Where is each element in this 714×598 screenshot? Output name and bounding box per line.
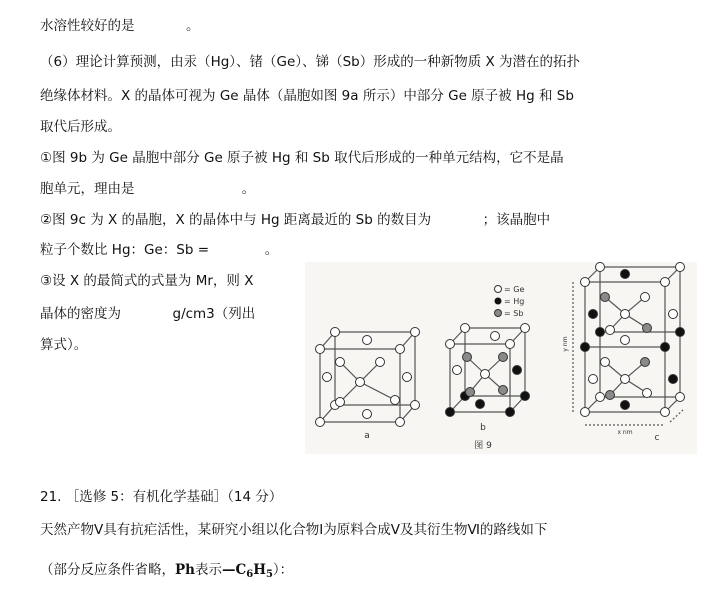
legend-ge: = Ge [504, 285, 525, 294]
question-21-intro: 天然产物Ⅴ具有抗疟活性，某研究小组以化合物Ⅰ为原料合成Ⅴ及其衍生物Ⅵ的路线如下 [40, 522, 548, 538]
formula-sub5: 5 [265, 569, 273, 580]
text-line-6: 胞单元，理由是 。 [40, 181, 256, 197]
axis-x-label: x nm [617, 429, 633, 436]
note-post: ）： [272, 562, 294, 578]
legend [495, 285, 525, 318]
text-line-11: 算式）。 [40, 337, 88, 353]
cube-a-atoms [316, 328, 420, 427]
note-pre: （部分反应条件省略， [40, 562, 175, 578]
text-line-5: ①图 9b 为 Ge 晶胞中部分 Ge 原子被 Hg 和 Sb 取代后形成的一种单元结构，它不是晶 [40, 150, 564, 166]
question-21-title: 21. ［选修 5：有机化学基础］（14 分） [40, 489, 283, 505]
crystal-figure [305, 262, 697, 454]
label-b: b [480, 423, 486, 433]
text-line-3: 绝缘体材料。X 的晶体可视为 Ge 晶体（晶胞如图 9a 所示）中部分 Ge 原子被 Hg 和 Sb [40, 88, 574, 104]
cube-c-atoms [581, 263, 685, 417]
text-line-2: （6）理论计算预测，由汞（Hg）、锗（Ge）、锑（Sb）形成的一种新物质 X 为潜在的拓扑 [40, 54, 581, 70]
text-line-8: 粒子个数比 Hg：Ge：Sb = 。 [40, 242, 279, 258]
phenyl-formula [222, 562, 273, 578]
figure-caption: 图 9 [474, 441, 492, 451]
text-line-7: ②图 9c 为 X 的晶胞，X 的晶体中与 Hg 距离最近的 Sb 的数目为 ；该晶胞中 [40, 212, 551, 228]
note-mid: 表示 [194, 562, 222, 578]
text-line-10: 晶体的密度为 g/cm3（列出 [40, 306, 256, 322]
formula-h: H [253, 562, 266, 578]
legend-sb: = Sb [504, 309, 524, 318]
formula-sub6: 6 [246, 569, 254, 580]
question-21-note [40, 561, 293, 584]
axis-y-label: y nm [562, 336, 569, 352]
ph-label: Ph [175, 562, 195, 578]
text-line-1: 水溶性较好的是 。 [40, 18, 200, 34]
legend-hg: = Hg [504, 297, 525, 306]
label-c: c [654, 433, 660, 443]
text-line-4: 取代后形成。 [40, 119, 121, 135]
formula-c: —C [221, 562, 247, 578]
label-a: a [364, 431, 370, 441]
text-line-9: ③设 X 的最简式的式量为 Mr，则 X [40, 273, 254, 289]
